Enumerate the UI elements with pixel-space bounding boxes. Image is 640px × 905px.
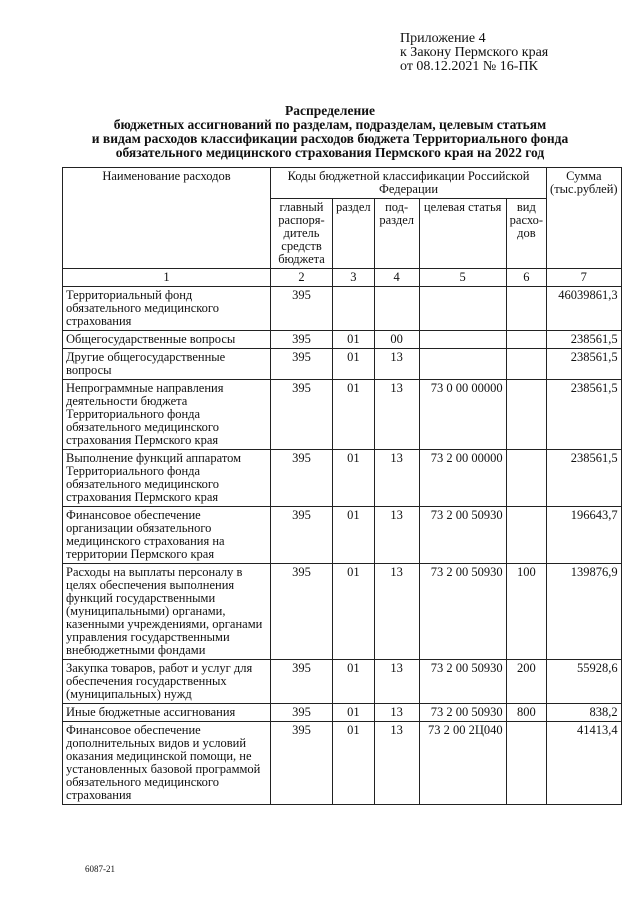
header-main-manager: главный распоря-дитель средств бюджета (271, 199, 333, 269)
cell-name: Финансовое обеспечение организации обязательного медицинского страхования на территории Пермского края (63, 507, 271, 564)
col-number: 3 (333, 269, 375, 287)
header-codes: Коды бюджетной классификации Российской Федерации (271, 168, 547, 199)
cell-sum: 238561,5 (547, 450, 622, 507)
cell-target: 73 2 00 2Ц040 (419, 722, 506, 805)
cell-target (419, 331, 506, 349)
cell-target: 73 0 00 00000 (419, 380, 506, 450)
cell-target: 73 2 00 00000 (419, 450, 506, 507)
appendix-line: Приложение 4 (400, 31, 486, 46)
table-row (63, 507, 622, 564)
cell-expense-type (506, 349, 546, 380)
cell-section: 01 (333, 349, 375, 380)
table-row (63, 450, 622, 507)
cell-expense-type: 100 (506, 564, 546, 660)
cell-subsection: 13 (374, 722, 419, 805)
budget-table (62, 167, 622, 805)
appendix-note (400, 32, 548, 74)
cell-target: 73 2 00 50930 (419, 704, 506, 722)
cell-target: 73 2 00 50930 (419, 564, 506, 660)
cell-expense-type: 200 (506, 660, 546, 704)
col-number: 6 (506, 269, 546, 287)
col-number: 5 (419, 269, 506, 287)
cell-subsection: 00 (374, 331, 419, 349)
appendix-line: от 08.12.2021 № 16-ПК (400, 59, 538, 74)
cell-expense-type (506, 507, 546, 564)
cell-name: Территориальный фонд обязательного медицинского страхования (63, 287, 271, 331)
col-number: 7 (547, 269, 622, 287)
cell-main-manager: 395 (271, 722, 333, 805)
header-expense-type: вид расхо-дов (506, 199, 546, 269)
cell-name: Финансовое обеспечение дополнительных видов и условий оказания медицинской помощи, не установленных базовой программой обязательного медицинского страхования (63, 722, 271, 805)
cell-sum: 55928,6 (547, 660, 622, 704)
table-row (63, 564, 622, 660)
cell-sum: 41413,4 (547, 722, 622, 805)
footer-code: 6087-21 (85, 864, 115, 874)
cell-sum: 46039861,3 (547, 287, 622, 331)
header-subsection: под-раздел (374, 199, 419, 269)
cell-main-manager: 395 (271, 349, 333, 380)
header-name: Наименование расходов (63, 168, 271, 269)
cell-sum: 139876,9 (547, 564, 622, 660)
cell-section: 01 (333, 564, 375, 660)
cell-target (419, 287, 506, 331)
cell-subsection: 13 (374, 380, 419, 450)
cell-section: 01 (333, 331, 375, 349)
cell-section: 01 (333, 450, 375, 507)
table-row (63, 660, 622, 704)
cell-sum: 238561,5 (547, 380, 622, 450)
cell-name: Расходы на выплаты персоналу в целях обеспечения выполнения функций государственными (муниципальными) органами, казенными учреждениями, органами управления государственными внебюджетными фондами (63, 564, 271, 660)
title-line: обязательного медицинского страхования Пермского края на 2022 год (115, 145, 545, 160)
document-title (60, 104, 600, 160)
cell-name: Выполнение функций аппаратом Территориального фонда обязательного медицинского страхования Пермского края (63, 450, 271, 507)
cell-expense-type: 800 (506, 704, 546, 722)
cell-section: 01 (333, 722, 375, 805)
cell-section: 01 (333, 704, 375, 722)
cell-main-manager: 395 (271, 380, 333, 450)
cell-expense-type (506, 722, 546, 805)
cell-target: 73 2 00 50930 (419, 660, 506, 704)
title-line: Распределение (284, 103, 376, 118)
cell-name: Другие общегосударственные вопросы (63, 349, 271, 380)
column-numbers-row (63, 269, 622, 287)
cell-main-manager: 395 (271, 450, 333, 507)
cell-subsection (374, 287, 419, 331)
cell-main-manager: 395 (271, 704, 333, 722)
table-body (63, 287, 622, 805)
table-row (63, 704, 622, 722)
cell-sum: 838,2 (547, 704, 622, 722)
cell-name: Закупка товаров, работ и услуг для обеспечения государственных (муниципальных) нужд (63, 660, 271, 704)
cell-subsection: 13 (374, 349, 419, 380)
cell-section: 01 (333, 660, 375, 704)
cell-sum: 238561,5 (547, 331, 622, 349)
cell-main-manager: 395 (271, 331, 333, 349)
table-row (63, 722, 622, 805)
appendix-line: к Закону Пермского края (400, 45, 549, 60)
cell-subsection: 13 (374, 660, 419, 704)
header-target: целевая статья (419, 199, 506, 269)
cell-subsection: 13 (374, 450, 419, 507)
cell-main-manager: 395 (271, 564, 333, 660)
cell-subsection: 13 (374, 507, 419, 564)
cell-expense-type (506, 450, 546, 507)
title-line: и видам расходов классификации расходов бюджета Территориального фонда (91, 131, 569, 146)
header-sum: Сумма (тыс.рублей) (547, 168, 622, 269)
cell-main-manager: 395 (271, 660, 333, 704)
cell-main-manager: 395 (271, 287, 333, 331)
header-section: раздел (333, 199, 375, 269)
cell-main-manager: 395 (271, 507, 333, 564)
cell-expense-type (506, 287, 546, 331)
cell-subsection: 13 (374, 704, 419, 722)
cell-section: 01 (333, 380, 375, 450)
table-row (63, 287, 622, 331)
header-row (63, 168, 622, 199)
col-number: 4 (374, 269, 419, 287)
table-row (63, 349, 622, 380)
cell-name: Иные бюджетные ассигнования (63, 704, 271, 722)
cell-expense-type (506, 331, 546, 349)
cell-target (419, 349, 506, 380)
col-number: 2 (271, 269, 333, 287)
cell-subsection: 13 (374, 564, 419, 660)
cell-name: Непрограммные направления деятельности бюджета Территориального фонда обязательного медицинского страхования Пермского края (63, 380, 271, 450)
cell-section: 01 (333, 507, 375, 564)
cell-name: Общегосударственные вопросы (63, 331, 271, 349)
cell-sum: 196643,7 (547, 507, 622, 564)
title-line: бюджетных ассигнований по разделам, подразделам, целевым статьям (113, 117, 547, 132)
cell-expense-type (506, 380, 546, 450)
table-row (63, 380, 622, 450)
cell-section (333, 287, 375, 331)
col-number: 1 (63, 269, 271, 287)
cell-target: 73 2 00 50930 (419, 507, 506, 564)
cell-sum: 238561,5 (547, 349, 622, 380)
table-row (63, 331, 622, 349)
